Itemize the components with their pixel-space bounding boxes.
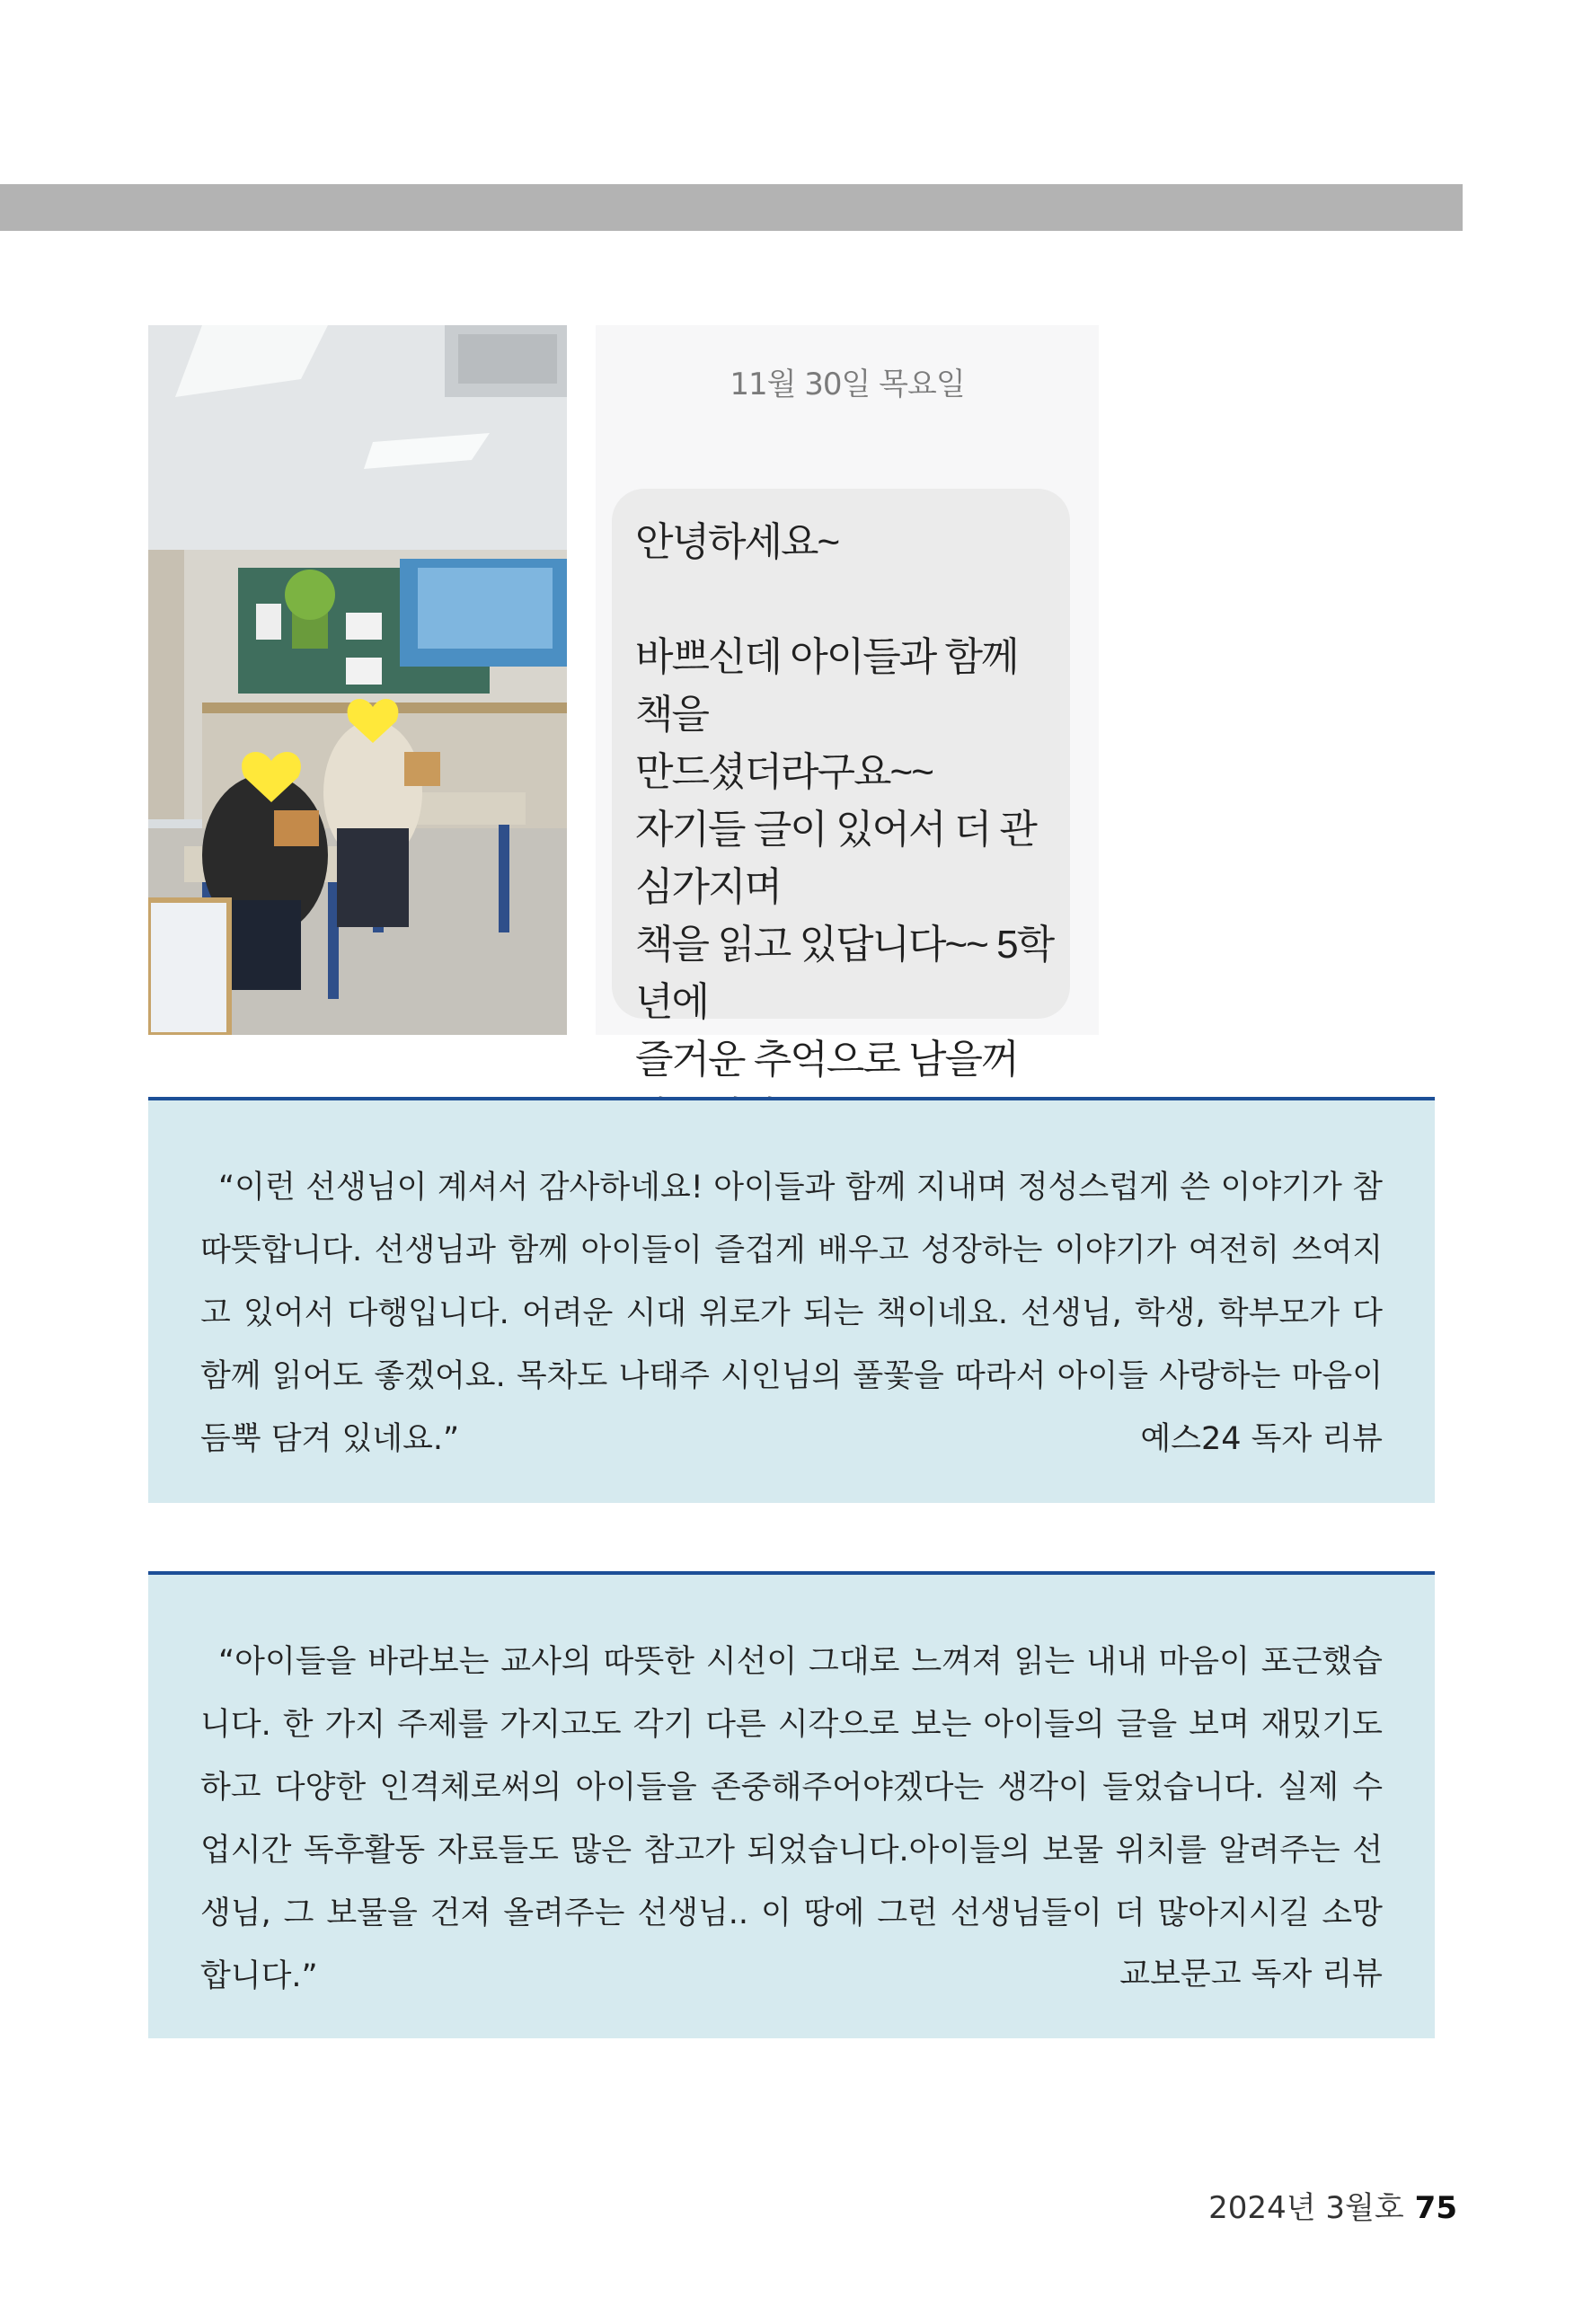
review-quote: “아이들을 바라보는 교사의 따뜻한 시선이 그대로 느껴져 읽는 내내 마음이 포근했습니다. 한 가지 주제를 가지고도 각기 다른 시각으로 보는 아이들의 글을 보며 재밌기도 하고 다양한 인격체로써의 아이들을 존중해주어야겠다는 생각이 들었습니다. 실제 수업시간 독후활동 자료들도 많은 참고가 되었습니다.아이들의 보물 위치를 알려주는 선생님, 그 보물을 건져 올려주는 선생님.. 이 땅에 그런 선생님들이 더 많아지시길 소망합니다.” bbox=[200, 1644, 1383, 1994]
review-source: 예스24 독자 리뷰 bbox=[1140, 1421, 1383, 1457]
page-footer bbox=[1208, 2183, 1457, 2227]
message-date: 11월 30일 목요일 bbox=[730, 367, 965, 402]
message-text: 안녕하세요~ 바쁘신데 아이들과 함께 책을 만드셨더라구요~~ 자기들 글이 있어서 더 관심가지며 책을 읽고 있답니다~~ 5학년에 즐거운 추억으로 남을꺼 bbox=[635, 514, 1061, 1146]
message-bubble bbox=[612, 489, 1070, 1082]
text-message-screenshot bbox=[596, 325, 1099, 1082]
header-bar bbox=[0, 184, 1463, 231]
page-number: 75 bbox=[1414, 2190, 1457, 2226]
review-quote: “이런 선생님이 계셔서 감사하네요! 아이들과 함께 지내며 정성스럽게 쓴 이야기가 참 따뜻합니다. 선생님과 함께 아이들이 즐겁게 배우고 성장하는 이야기가 여전히 쓰여지고 있어서 다행입니다. 어려운 시대 위로가 되는 책이네요. 선생님, 학생, 학부모가 다 함께 읽어도 좋겠어요. 목차도 나태주 시인님의 풀꽃을 따라서 아이들 사랑하는 마음이 듬뿍 담겨 있네요.” bbox=[200, 1170, 1383, 1457]
review-box-kyobo bbox=[148, 1571, 1435, 2038]
issue-label: 2024년 3월호 bbox=[1208, 2190, 1404, 2226]
review-source: 교보문고 독자 리뷰 bbox=[1119, 1957, 1383, 1993]
classroom-photo bbox=[148, 325, 567, 1035]
review-box-yes24 bbox=[148, 1097, 1435, 1503]
